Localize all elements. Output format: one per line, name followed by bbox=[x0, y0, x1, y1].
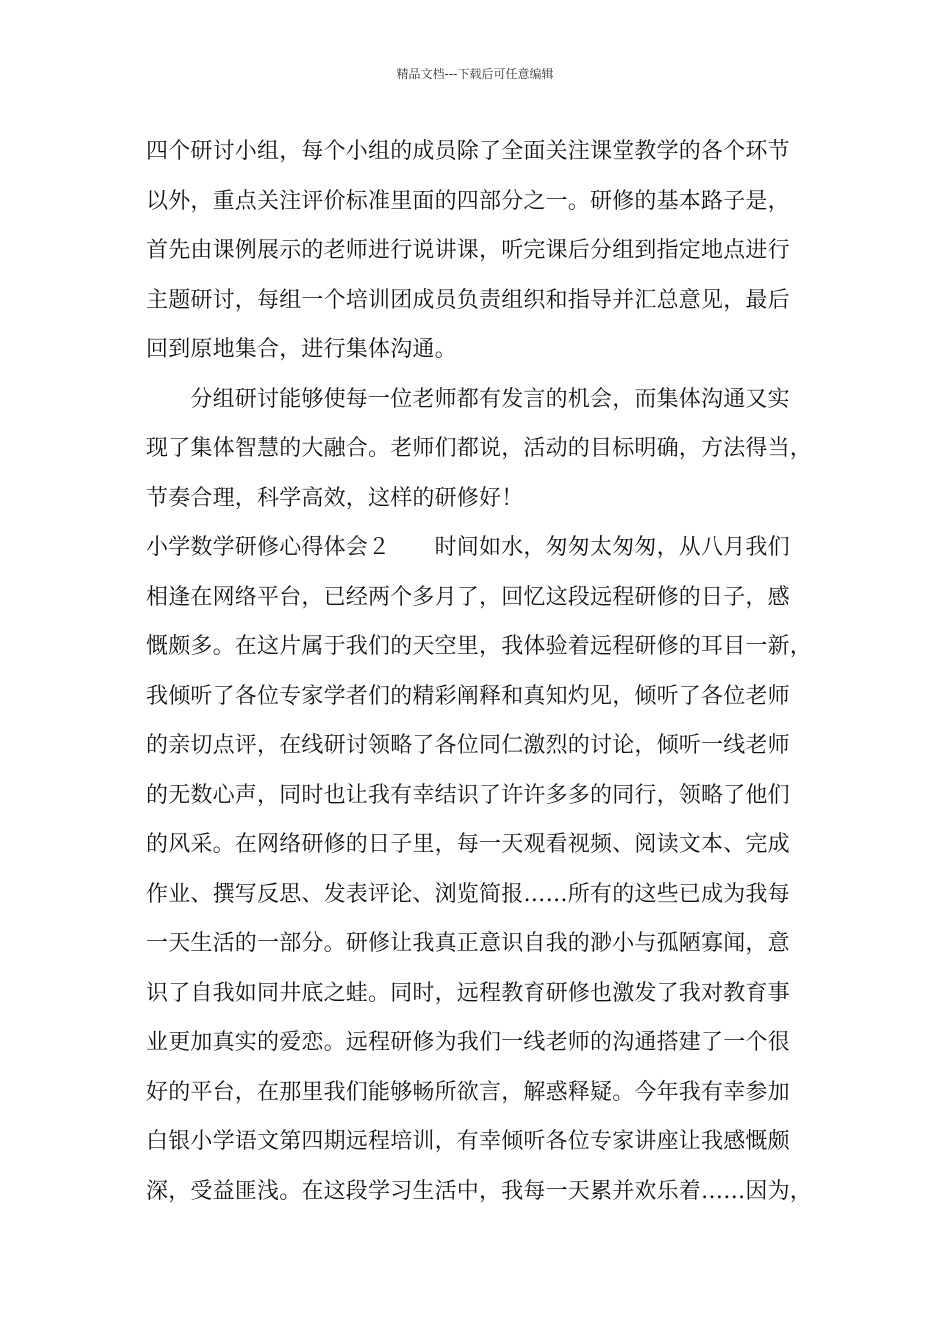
text-line: 业更加真实的爱恋。远程研修为我们一线老师的沟通搭建了一个很 bbox=[146, 1030, 790, 1055]
text-line: 回到原地集合，进行集体沟通。 bbox=[146, 337, 457, 362]
text-line: 节奏合理，科学高效，这样的研修好！ bbox=[146, 485, 524, 511]
text-line: 四个研讨小组，每个小组的成员除了全面关注课堂教学的各个环节 bbox=[146, 139, 790, 164]
text-line: 的风采。在网络研修的日子里，每一天观看视频、阅读文本、完成 bbox=[146, 832, 790, 857]
text-line: 的亲切点评，在线研讨领略了各位同仁激烈的讨论，倾听一线老师 bbox=[146, 733, 790, 758]
text-line: 首先由课例展示的老师进行说讲课，听完课后分组到指定地点进行 bbox=[146, 238, 790, 263]
text-line: 分组研讨能够使每一位老师都有发言的机会，而集体沟通又实 bbox=[146, 386, 790, 412]
text-line: 相逢在网络平台，已经两个多月了，回忆这段远程研修的日子，感 bbox=[146, 584, 790, 610]
text-line: 的无数心声，同时也让我有幸结识了许许多多的同行，领略了他们 bbox=[146, 782, 790, 808]
text-line: 深，受益匪浅。在这段学习生活中，我每一天累并欢乐着……因为， bbox=[146, 1178, 813, 1204]
text-line: 现了集体智慧的大融合。老师们都说，活动的目标明确，方法得当， bbox=[146, 436, 813, 461]
body-text bbox=[146, 132, 826, 1221]
text-line: 我倾听了各位专家学者们的精彩阐释和真知灼见，倾听了各位老师 bbox=[146, 683, 790, 709]
text-line: 慨颇多。在这片属于我们的天空里，我体验着远程研修的耳目一新， bbox=[146, 634, 813, 659]
text-line: 以外，重点关注评价标准里面的四部分之一。研修的基本路子是， bbox=[146, 188, 790, 214]
text-line: 作业、撰写反思、发表评论、浏览简报……所有的这些已成为我每 bbox=[146, 881, 790, 907]
text-line: 识了自我如同井底之蛙。同时，远程教育研修也激发了我对教育事 bbox=[146, 980, 790, 1006]
text-line: 主题研讨，每组一个培训团成员负责组织和指导并汇总意见，最后 bbox=[146, 287, 790, 313]
section-heading-line: 小学数学研修心得体会２ 时间如水，匆匆太匆匆，从八月我们 bbox=[146, 535, 790, 560]
text-line: 一天生活的一部分。研修让我真正意识自我的渺小与孤陋寡闻，意 bbox=[146, 931, 790, 956]
text-line: 好的平台，在那里我们能够畅所欲言，解惑释疑。今年我有幸参加 bbox=[146, 1079, 790, 1105]
text-line: 白银小学语文第四期远程培训，有幸倾听各位专家讲座让我感慨颇 bbox=[146, 1129, 790, 1154]
page-header: 精品文档---下载后可任意编辑 bbox=[396, 67, 554, 81]
